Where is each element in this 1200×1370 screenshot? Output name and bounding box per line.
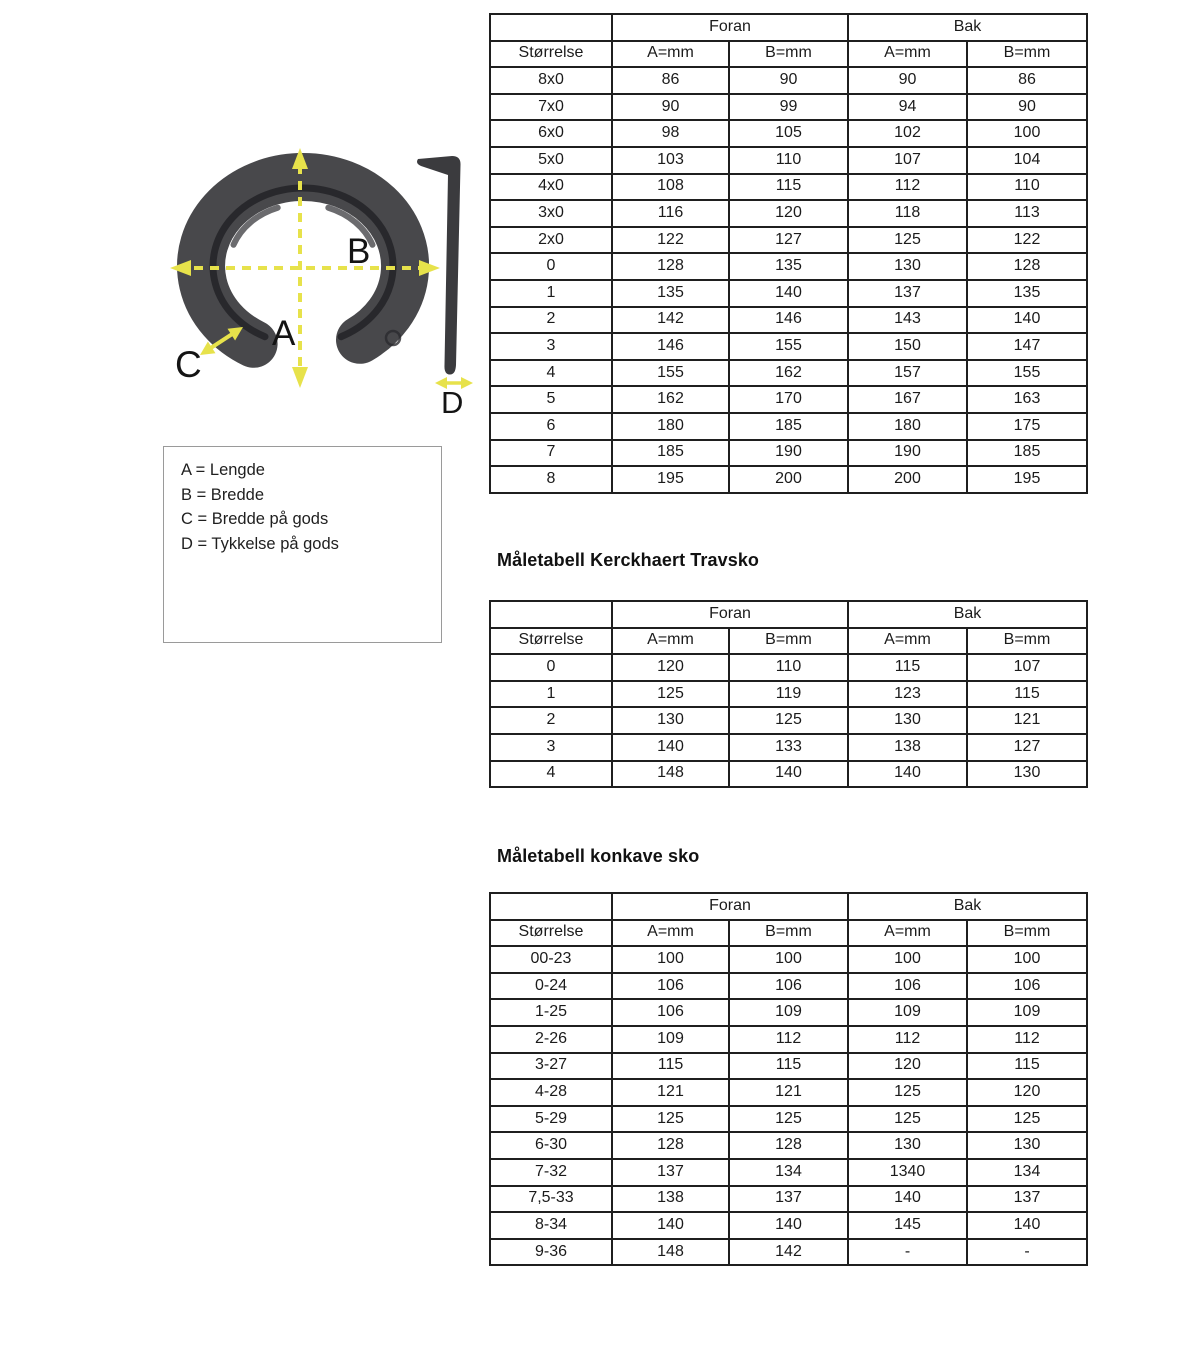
legend-item-d: D = Tykkelse på gods bbox=[181, 534, 339, 553]
table-row bbox=[490, 734, 1087, 761]
value-cell: 86 bbox=[967, 67, 1087, 94]
legend-box bbox=[163, 446, 442, 643]
value-cell: 112 bbox=[729, 1026, 848, 1053]
value-cell: 110 bbox=[729, 147, 848, 174]
value-cell: 90 bbox=[967, 94, 1087, 121]
value-cell: 146 bbox=[729, 307, 848, 334]
value-cell: 106 bbox=[848, 973, 967, 1000]
value-cell: 148 bbox=[612, 1239, 729, 1266]
value-cell: 121 bbox=[612, 1079, 729, 1106]
table-row bbox=[490, 41, 1087, 68]
value-cell: 115 bbox=[612, 1053, 729, 1080]
value-cell: 104 bbox=[967, 147, 1087, 174]
table-row bbox=[490, 1079, 1087, 1106]
value-cell: 86 bbox=[612, 67, 729, 94]
dim-label-b: B bbox=[347, 232, 371, 271]
group-header-foran: Foran bbox=[612, 601, 848, 628]
table-row bbox=[490, 67, 1087, 94]
value-cell: 112 bbox=[848, 174, 967, 201]
value-cell: 106 bbox=[729, 973, 848, 1000]
table-row bbox=[490, 307, 1087, 334]
table-row bbox=[490, 1186, 1087, 1213]
dim-label-c: C bbox=[175, 344, 202, 385]
table-row bbox=[490, 1212, 1087, 1239]
value-cell: 180 bbox=[848, 413, 967, 440]
measurement-table-konkave bbox=[489, 892, 1088, 1266]
value-cell: 125 bbox=[848, 1079, 967, 1106]
size-cell: 0 bbox=[490, 654, 612, 681]
value-cell: 185 bbox=[729, 413, 848, 440]
table-row bbox=[490, 1159, 1087, 1186]
size-cell: 0-24 bbox=[490, 973, 612, 1000]
size-cell: 4-28 bbox=[490, 1079, 612, 1106]
value-cell: 109 bbox=[967, 999, 1087, 1026]
value-cell: 125 bbox=[729, 1106, 848, 1133]
travsko-table-heading: Måletabell Kerckhaert Travsko bbox=[497, 550, 760, 570]
value-cell: 146 bbox=[612, 333, 729, 360]
value-cell: 120 bbox=[729, 200, 848, 227]
table-row bbox=[490, 654, 1087, 681]
value-cell: 105 bbox=[729, 120, 848, 147]
value-cell: 125 bbox=[729, 707, 848, 734]
table-row bbox=[490, 413, 1087, 440]
value-cell: 147 bbox=[967, 333, 1087, 360]
value-cell: 107 bbox=[848, 147, 967, 174]
table-row bbox=[490, 1106, 1087, 1133]
size-cell: 3x0 bbox=[490, 200, 612, 227]
column-header: Størrelse bbox=[490, 41, 612, 68]
value-cell: 140 bbox=[967, 1212, 1087, 1239]
legend-item-c: C = Bredde på gods bbox=[181, 510, 329, 528]
value-cell: 140 bbox=[729, 280, 848, 307]
size-cell: 6 bbox=[490, 413, 612, 440]
horseshoe-shape bbox=[201, 177, 405, 344]
value-cell: 162 bbox=[612, 386, 729, 413]
value-cell: 130 bbox=[967, 761, 1087, 788]
column-header: A=mm bbox=[848, 920, 967, 947]
dim-label-a: A bbox=[272, 314, 296, 353]
value-cell: 142 bbox=[612, 307, 729, 334]
value-cell: 157 bbox=[848, 360, 967, 387]
column-header: B=mm bbox=[729, 920, 848, 947]
value-cell: 99 bbox=[729, 94, 848, 121]
value-cell: 100 bbox=[612, 946, 729, 973]
value-cell: 115 bbox=[848, 654, 967, 681]
value-cell: 155 bbox=[967, 360, 1087, 387]
table-row bbox=[490, 946, 1087, 973]
value-cell: 1340 bbox=[848, 1159, 967, 1186]
value-cell: 118 bbox=[848, 200, 967, 227]
value-cell: 138 bbox=[848, 734, 967, 761]
value-cell: 134 bbox=[729, 1159, 848, 1186]
measurement-table-travsko bbox=[489, 600, 1088, 788]
value-cell: 137 bbox=[729, 1186, 848, 1213]
value-cell: 190 bbox=[848, 440, 967, 467]
size-cell: 2 bbox=[490, 707, 612, 734]
value-cell: 145 bbox=[848, 1212, 967, 1239]
table-row bbox=[490, 253, 1087, 280]
size-cell: 5 bbox=[490, 386, 612, 413]
value-cell: 185 bbox=[612, 440, 729, 467]
value-cell: 148 bbox=[612, 761, 729, 788]
table-row bbox=[490, 973, 1087, 1000]
value-cell: - bbox=[967, 1239, 1087, 1266]
size-cell: 0 bbox=[490, 253, 612, 280]
value-cell: 122 bbox=[612, 227, 729, 254]
value-cell: 163 bbox=[967, 386, 1087, 413]
size-cell: 4 bbox=[490, 761, 612, 788]
column-header: A=mm bbox=[612, 628, 729, 655]
value-cell: 125 bbox=[967, 1106, 1087, 1133]
table-row bbox=[490, 681, 1087, 708]
value-cell: 102 bbox=[848, 120, 967, 147]
size-cell: 1-25 bbox=[490, 999, 612, 1026]
value-cell: 200 bbox=[848, 466, 967, 493]
legend-item-a: A = Lengde bbox=[181, 461, 265, 479]
value-cell: 112 bbox=[967, 1026, 1087, 1053]
value-cell: 106 bbox=[612, 999, 729, 1026]
column-header: A=mm bbox=[612, 41, 729, 68]
size-cell: 3-27 bbox=[490, 1053, 612, 1080]
value-cell: 122 bbox=[967, 227, 1087, 254]
value-cell: 142 bbox=[729, 1239, 848, 1266]
value-cell: 155 bbox=[612, 360, 729, 387]
group-header-foran: Foran bbox=[612, 14, 848, 41]
value-cell: 94 bbox=[848, 94, 967, 121]
value-cell: 140 bbox=[967, 307, 1087, 334]
column-header: B=mm bbox=[729, 41, 848, 68]
column-header: A=mm bbox=[612, 920, 729, 947]
dim-label-d: D bbox=[441, 385, 464, 420]
table-row bbox=[490, 333, 1087, 360]
table-row bbox=[490, 227, 1087, 254]
value-cell: 195 bbox=[612, 466, 729, 493]
value-cell: 90 bbox=[848, 67, 967, 94]
value-cell: 100 bbox=[729, 946, 848, 973]
table-row bbox=[490, 174, 1087, 201]
size-cell: 1 bbox=[490, 681, 612, 708]
size-cell: 8-34 bbox=[490, 1212, 612, 1239]
corner-cell bbox=[490, 893, 612, 920]
table-row bbox=[490, 1026, 1087, 1053]
table-row bbox=[490, 466, 1087, 493]
table-row bbox=[490, 94, 1087, 121]
value-cell: 116 bbox=[612, 200, 729, 227]
table-row bbox=[490, 893, 1087, 920]
value-cell: 135 bbox=[729, 253, 848, 280]
measurement-table-standard bbox=[489, 13, 1088, 494]
legend-item-b: B = Bredde bbox=[181, 485, 265, 504]
value-cell: 128 bbox=[967, 253, 1087, 280]
corner-cell bbox=[490, 601, 612, 628]
value-cell: - bbox=[848, 1239, 967, 1266]
table-row bbox=[490, 1053, 1087, 1080]
size-cell: 7,5-33 bbox=[490, 1186, 612, 1213]
value-cell: 98 bbox=[612, 120, 729, 147]
value-cell: 106 bbox=[612, 973, 729, 1000]
value-cell: 107 bbox=[967, 654, 1087, 681]
size-cell: 8x0 bbox=[490, 67, 612, 94]
value-cell: 119 bbox=[729, 681, 848, 708]
value-cell: 109 bbox=[612, 1026, 729, 1053]
value-cell: 134 bbox=[967, 1159, 1087, 1186]
value-cell: 123 bbox=[848, 681, 967, 708]
value-cell: 100 bbox=[848, 946, 967, 973]
size-cell: 6-30 bbox=[490, 1132, 612, 1159]
value-cell: 100 bbox=[967, 120, 1087, 147]
column-header: A=mm bbox=[848, 628, 967, 655]
value-cell: 140 bbox=[729, 1212, 848, 1239]
value-cell: 115 bbox=[729, 174, 848, 201]
table-row bbox=[490, 440, 1087, 467]
table-row bbox=[490, 120, 1087, 147]
table-row bbox=[490, 386, 1087, 413]
value-cell: 128 bbox=[612, 253, 729, 280]
table-row bbox=[490, 147, 1087, 174]
value-cell: 106 bbox=[967, 973, 1087, 1000]
column-header: Størrelse bbox=[490, 920, 612, 947]
table-row bbox=[490, 1132, 1087, 1159]
value-cell: 120 bbox=[612, 654, 729, 681]
value-cell: 115 bbox=[967, 681, 1087, 708]
value-cell: 137 bbox=[967, 1186, 1087, 1213]
value-cell: 127 bbox=[729, 227, 848, 254]
value-cell: 175 bbox=[967, 413, 1087, 440]
value-cell: 167 bbox=[848, 386, 967, 413]
table-row bbox=[490, 601, 1087, 628]
column-header: B=mm bbox=[967, 920, 1087, 947]
value-cell: 125 bbox=[612, 681, 729, 708]
size-cell: 4 bbox=[490, 360, 612, 387]
value-cell: 90 bbox=[729, 67, 848, 94]
column-header: B=mm bbox=[967, 41, 1087, 68]
value-cell: 110 bbox=[967, 174, 1087, 201]
column-header: B=mm bbox=[729, 628, 848, 655]
size-cell: 2-26 bbox=[490, 1026, 612, 1053]
size-cell: 5x0 bbox=[490, 147, 612, 174]
size-cell: 7 bbox=[490, 440, 612, 467]
value-cell: 195 bbox=[967, 466, 1087, 493]
value-cell: 185 bbox=[967, 440, 1087, 467]
value-cell: 190 bbox=[729, 440, 848, 467]
value-cell: 130 bbox=[848, 253, 967, 280]
group-header-bak: Bak bbox=[848, 893, 1087, 920]
value-cell: 140 bbox=[612, 734, 729, 761]
size-cell: 9-36 bbox=[490, 1239, 612, 1266]
corner-cell bbox=[490, 14, 612, 41]
value-cell: 109 bbox=[729, 999, 848, 1026]
value-cell: 130 bbox=[848, 1132, 967, 1159]
table-row bbox=[490, 707, 1087, 734]
value-cell: 120 bbox=[848, 1053, 967, 1080]
value-cell: 128 bbox=[612, 1132, 729, 1159]
value-cell: 130 bbox=[967, 1132, 1087, 1159]
table-row bbox=[490, 920, 1087, 947]
table-row bbox=[490, 14, 1087, 41]
table-row bbox=[490, 200, 1087, 227]
size-cell: 7x0 bbox=[490, 94, 612, 121]
value-cell: 135 bbox=[967, 280, 1087, 307]
value-cell: 180 bbox=[612, 413, 729, 440]
value-cell: 140 bbox=[729, 761, 848, 788]
column-header: B=mm bbox=[967, 628, 1087, 655]
value-cell: 125 bbox=[848, 1106, 967, 1133]
value-cell: 143 bbox=[848, 307, 967, 334]
table-row bbox=[490, 761, 1087, 788]
value-cell: 140 bbox=[612, 1212, 729, 1239]
value-cell: 133 bbox=[729, 734, 848, 761]
size-cell: 4x0 bbox=[490, 174, 612, 201]
size-cell: 3 bbox=[490, 333, 612, 360]
size-cell: 00-23 bbox=[490, 946, 612, 973]
konkave-table-heading: Måletabell konkave sko bbox=[497, 846, 700, 866]
horseshoe-diagram bbox=[140, 135, 485, 430]
size-cell: 1 bbox=[490, 280, 612, 307]
group-header-bak: Bak bbox=[848, 601, 1087, 628]
size-cell: 2x0 bbox=[490, 227, 612, 254]
value-cell: 109 bbox=[848, 999, 967, 1026]
value-cell: 100 bbox=[967, 946, 1087, 973]
value-cell: 130 bbox=[848, 707, 967, 734]
value-cell: 135 bbox=[612, 280, 729, 307]
value-cell: 128 bbox=[729, 1132, 848, 1159]
value-cell: 121 bbox=[967, 707, 1087, 734]
value-cell: 170 bbox=[729, 386, 848, 413]
value-cell: 112 bbox=[848, 1026, 967, 1053]
table-row bbox=[490, 360, 1087, 387]
column-header: A=mm bbox=[848, 41, 967, 68]
size-cell: 5-29 bbox=[490, 1106, 612, 1133]
size-cell: 7-32 bbox=[490, 1159, 612, 1186]
size-cell: 6x0 bbox=[490, 120, 612, 147]
table-row bbox=[490, 280, 1087, 307]
value-cell: 140 bbox=[848, 1186, 967, 1213]
value-cell: 103 bbox=[612, 147, 729, 174]
value-cell: 150 bbox=[848, 333, 967, 360]
value-cell: 162 bbox=[729, 360, 848, 387]
value-cell: 155 bbox=[729, 333, 848, 360]
value-cell: 125 bbox=[848, 227, 967, 254]
value-cell: 138 bbox=[612, 1186, 729, 1213]
value-cell: 125 bbox=[612, 1106, 729, 1133]
value-cell: 90 bbox=[612, 94, 729, 121]
size-cell: 8 bbox=[490, 466, 612, 493]
value-cell: 121 bbox=[729, 1079, 848, 1106]
value-cell: 140 bbox=[848, 761, 967, 788]
group-header-bak: Bak bbox=[848, 14, 1087, 41]
value-cell: 130 bbox=[612, 707, 729, 734]
size-cell: 2 bbox=[490, 307, 612, 334]
table-row bbox=[490, 999, 1087, 1026]
value-cell: 108 bbox=[612, 174, 729, 201]
value-cell: 110 bbox=[729, 654, 848, 681]
value-cell: 115 bbox=[729, 1053, 848, 1080]
value-cell: 127 bbox=[967, 734, 1087, 761]
value-cell: 137 bbox=[612, 1159, 729, 1186]
value-cell: 115 bbox=[967, 1053, 1087, 1080]
table-row bbox=[490, 628, 1087, 655]
column-header: Størrelse bbox=[490, 628, 612, 655]
value-cell: 200 bbox=[729, 466, 848, 493]
value-cell: 113 bbox=[967, 200, 1087, 227]
value-cell: 137 bbox=[848, 280, 967, 307]
value-cell: 120 bbox=[967, 1079, 1087, 1106]
size-cell: 3 bbox=[490, 734, 612, 761]
group-header-foran: Foran bbox=[612, 893, 848, 920]
table-row bbox=[490, 1239, 1087, 1266]
